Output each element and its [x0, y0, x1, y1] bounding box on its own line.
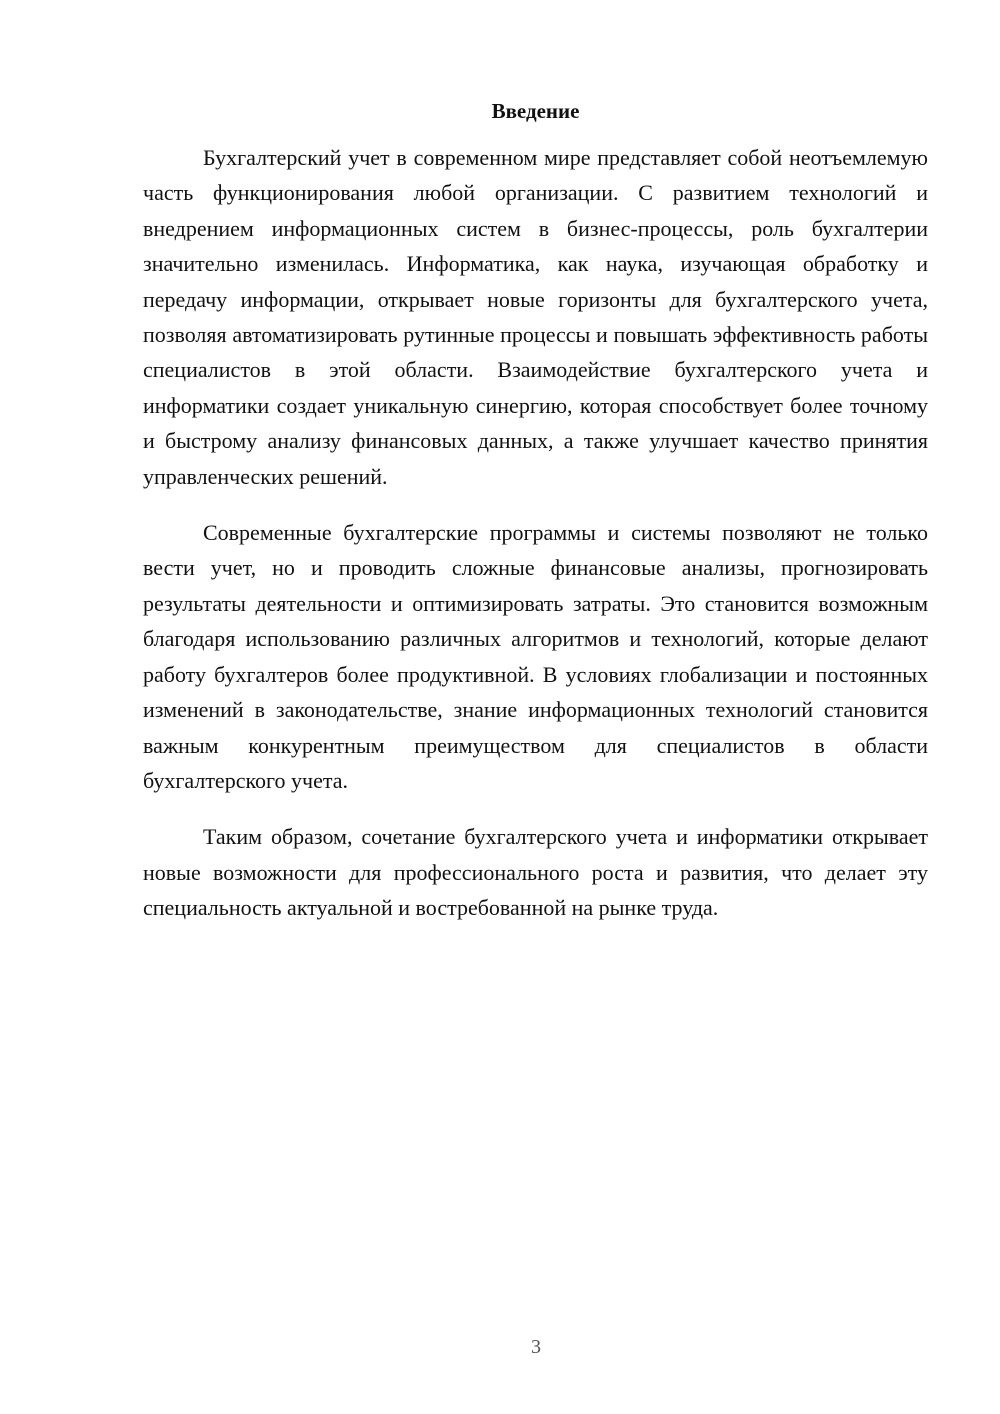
paragraph-conclusion: Таким образом, сочетание бухгалтерского учета и информатики открывает новые возможности для профессионального роста и развития, что делает эту специальность актуальной и востребованной на рынке труда.	[143, 824, 928, 921]
page-title: Введение	[491, 99, 580, 123]
paragraph-intro: Бухгалтерский учет в современном мире представляет собой неотъемлемую часть функционирования любой организации. С развитием технологий и внедрением информационных систем в бизнес-процессы, роль бухгалтерии значительно изменилась. Информатика, как наука, изучающая обработку и передачу информации, открывает новые горизонты для бухгалтерского учета, позволяя автоматизировать рутинные процессы и повышать эффективность работы специалистов в этой области. Взаимодействие бухгалтерского учета и информатики создает уникальную синергию, которая способствует более точному и быстрому анализу финансовых данных, а также улучшает качество принятия управленческих решений.	[143, 145, 928, 489]
paragraph-software: Современные бухгалтерские программы и системы позволяют не только вести учет, но и проводить сложные финансовые анализы, прогнозировать результаты деятельности и оптимизировать затраты. Это становится возможным благодаря использованию различных алгоритмов и технологий, которые делают работу бухгалтеров более продуктивной. В условиях глобализации и постоянных изменений в законодательстве, знание информационных технологий становится важным конкурентным преимуществом для специалистов в области бухгалтерского учета.	[143, 520, 928, 793]
page-number: 3	[531, 1336, 541, 1358]
page-content	[143, 96, 928, 947]
